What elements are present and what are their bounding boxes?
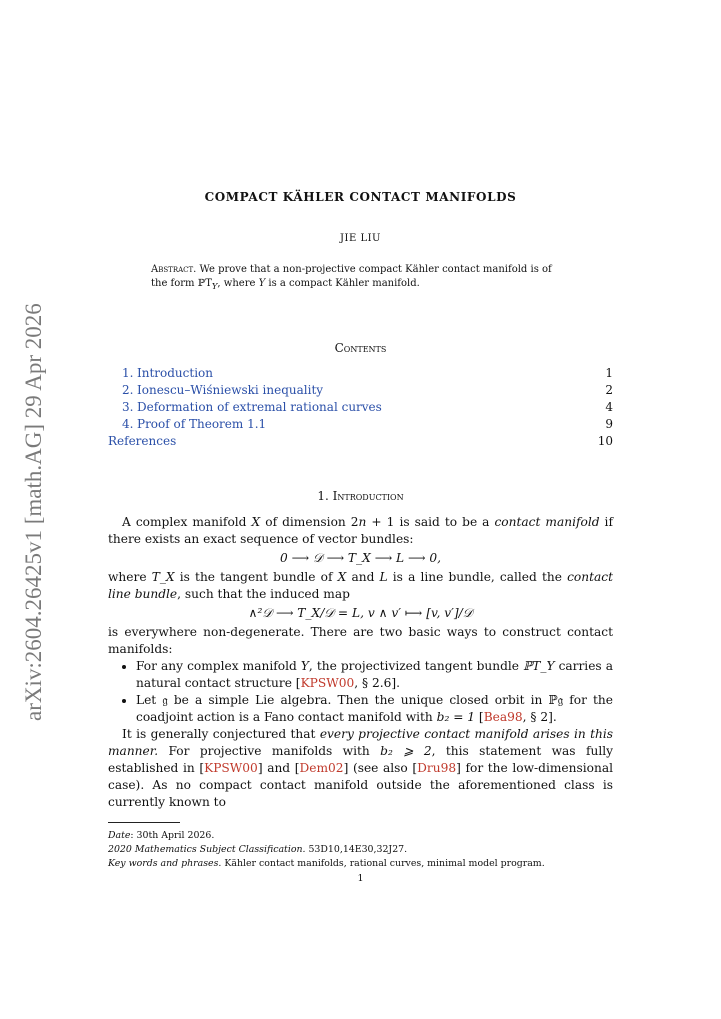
equation: 0 ⟶ 𝒟 ⟶ T_X ⟶ L ⟶ 0, bbox=[280, 551, 441, 565]
list-item: • Let 𝔤 be a simple Lie algebra. Then the unique closed orbit in ℙ𝔤 for the coadjoint action is a Fano contact manifold with b₂ = 1 [Bea98, § 2]. bbox=[136, 692, 613, 726]
paper-author: JIE LIU bbox=[340, 233, 381, 244]
toc-page: 2 bbox=[605, 383, 613, 397]
section-heading: 1. Introduction bbox=[317, 489, 404, 503]
bullet-list bbox=[108, 658, 613, 726]
footnote-msc: 2020 Mathematics Subject Classification. 53D10,14E30,32J27. bbox=[108, 844, 408, 855]
footnote-rule bbox=[108, 822, 180, 823]
toc-label: References bbox=[108, 434, 177, 448]
toc-page: 1 bbox=[605, 366, 613, 380]
toc-item-ionescu[interactable] bbox=[122, 382, 613, 399]
toc-num: 2. bbox=[122, 383, 134, 397]
abstract-math-sub: Y bbox=[211, 281, 218, 291]
toc-item-references[interactable] bbox=[108, 433, 613, 450]
citation-link[interactable]: Bea98 bbox=[483, 710, 523, 724]
abstract-text-b: , where bbox=[217, 278, 259, 289]
equation: ∧²𝒟 ⟶ T_X/𝒟 = L, v ∧ v′ ⟼ [v, v′]/𝒟 bbox=[248, 606, 473, 620]
toc-label: Deformation of extremal rational curves bbox=[137, 400, 382, 414]
list-item: • For any complex manifold Y, the projectivized tangent bundle ℙT_Y carries a natural contact structure [KPSW00, § 2.6]. bbox=[136, 658, 613, 692]
page-number: 1 bbox=[357, 873, 364, 884]
table-of-contents bbox=[108, 365, 613, 450]
abstract-y: Y bbox=[258, 278, 266, 289]
toc-label: Proof of Theorem 1.1 bbox=[137, 417, 267, 431]
toc-item-proof[interactable] bbox=[122, 416, 613, 433]
abstract-text-c: is a compact Kähler manifold. bbox=[265, 278, 420, 289]
footnote-keywords: Key words and phrases. Kähler contact manifolds, rational curves, minimal model program. bbox=[108, 858, 545, 869]
paragraph: A complex manifold X of dimension 2n + 1 is said to be a contact manifold if there exists an exact sequence of vector bundles: bbox=[108, 515, 613, 546]
toc-item-deformation[interactable] bbox=[122, 399, 613, 416]
paragraph: is everywhere non-degenerate. There are two basic ways to construct contact manifolds: bbox=[108, 625, 613, 656]
citation-link[interactable]: KPSW00 bbox=[300, 676, 355, 690]
footnote-date: Date: 30th April 2026. bbox=[108, 830, 215, 841]
toc-title: Contents bbox=[334, 341, 387, 355]
toc-label: Introduction bbox=[137, 366, 213, 380]
toc-num: 1. bbox=[122, 366, 134, 380]
toc-label: Ionescu–Wiśniewski inequality bbox=[137, 383, 324, 397]
toc-num: 3. bbox=[122, 400, 134, 414]
toc-num: 4. bbox=[122, 417, 134, 431]
abstract-text: We prove that a non-projective compact Kähler contact manifold is of the form bbox=[151, 264, 552, 289]
citation-link[interactable]: KPSW00 bbox=[204, 761, 258, 775]
toc-page: 9 bbox=[605, 417, 613, 431]
abstract-math: ℙT bbox=[197, 278, 212, 289]
footnotes bbox=[108, 822, 613, 871]
abstract-label: Abstract. bbox=[151, 264, 197, 275]
abstract bbox=[151, 263, 571, 293]
paragraph: where T_X is the tangent bundle of X and L is a line bundle, called the contact line bundle, such that the induced map bbox=[108, 570, 613, 601]
toc-page: 10 bbox=[597, 434, 613, 448]
toc-item-introduction[interactable] bbox=[122, 365, 613, 382]
paragraph: It is generally conjectured that every projective contact manifold arises in this manner. For projective manifolds with b₂ ⩾ 2, this statement was fully established in [KPSW00] and [Dem02] (see also [Dru98] for the low-dimensional case). As no compact contact manifold outside the aforementioned class is currently known to bbox=[108, 727, 614, 809]
toc-page: 4 bbox=[605, 400, 613, 414]
arxiv-identifier: arXiv:2604.26425v1 [math.AG] 29 Apr 2026 bbox=[21, 303, 46, 722]
citation-link[interactable]: Dru98 bbox=[417, 761, 457, 775]
paper-title: COMPACT KÄHLER CONTACT MANIFOLDS bbox=[204, 190, 517, 204]
section-body bbox=[108, 514, 613, 811]
citation-link[interactable]: Dem02 bbox=[299, 761, 344, 775]
